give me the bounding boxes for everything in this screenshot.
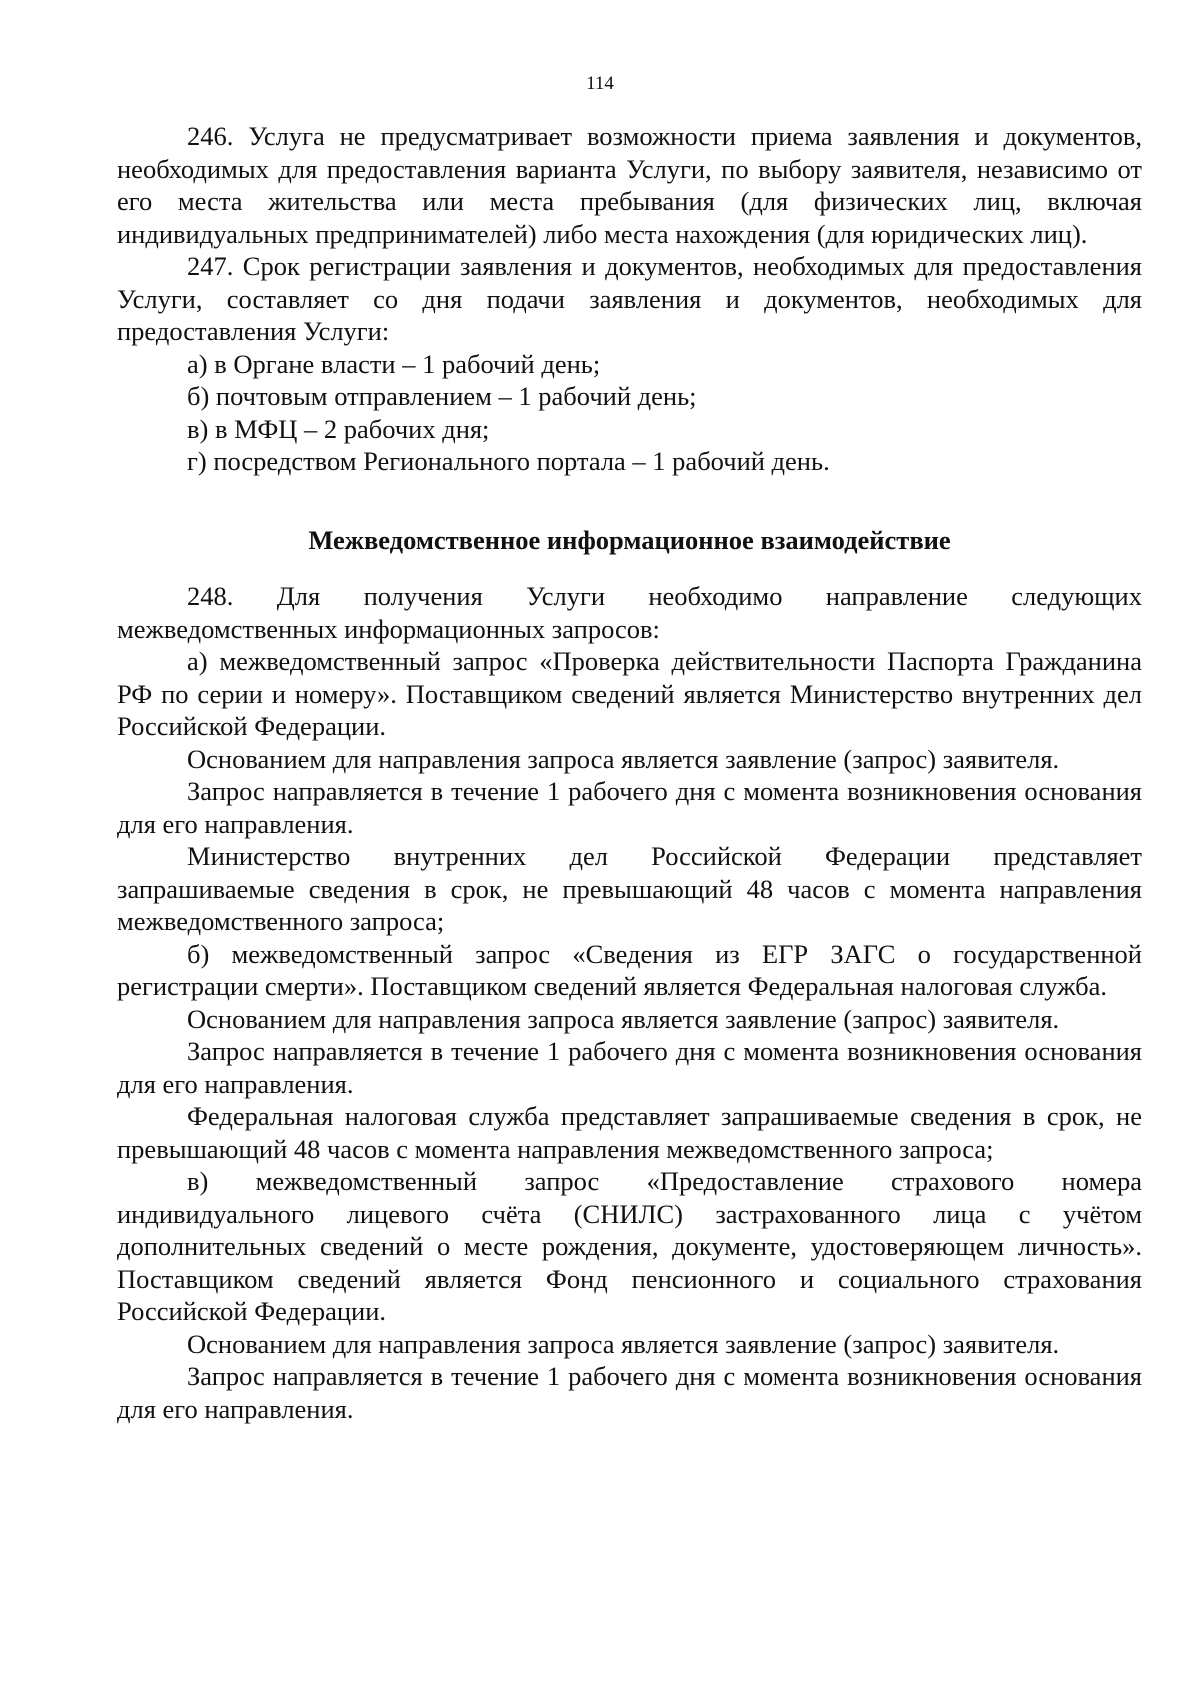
list-item: б) почтовым отправлением – 1 рабочий день; xyxy=(187,381,697,411)
request-a-provider: Министерство внутренних дел Российской Федерации представляет запрашиваемые сведения в срок, не превышающий 48 часов с момента направления межведомственного запроса; xyxy=(117,841,1142,936)
request-v-basis: Основанием для направления запроса является заявление (запрос) заявителя. xyxy=(187,1328,1060,1359)
list-item: а) в Органе власти – 1 рабочий день; xyxy=(187,348,601,379)
request-a-term: Запрос направляется в течение 1 рабочего дня с момента возникновения основания для его направления. xyxy=(117,776,1142,839)
request-v-term: Запрос направляется в течение 1 рабочего дня с момента возникновения основания для его направления. xyxy=(117,1361,1142,1424)
request-b-basis: Основанием для направления запроса является заявление (запрос) заявителя. xyxy=(187,1003,1060,1034)
request-a-basis: Основанием для направления запроса является заявление (запрос) заявителя. xyxy=(187,743,1060,774)
document-body xyxy=(117,120,1142,1425)
list-item: г) посредством Регионального портала – 1 рабочий день. xyxy=(187,446,830,476)
list-item: в) в МФЦ – 2 рабочих дня; xyxy=(187,413,490,444)
request-b: б) межведомственный запрос «Сведения из ЕГР ЗАГС о государственной регистрации смерти». Поставщиком сведений является Федеральная налоговая служба. xyxy=(117,938,1142,1001)
section-heading: Межведомственное информационное взаимодействие xyxy=(308,524,951,555)
page-number: 114 xyxy=(586,73,614,94)
request-b-provider: Федеральная налоговая служба представляет запрашиваемые сведения в срок, не превышающий 48 часов с момента направления межведомственного запроса; xyxy=(117,1101,1142,1164)
paragraph-247: 247. Срок регистрации заявления и документов, необходимых для предоставления Услуги, составляет со дня подачи заявления и документов, необходимых для предоставления Услуги: xyxy=(117,251,1142,346)
request-a: а) межведомственный запрос «Проверка действительности Паспорта Гражданина РФ по серии и номеру». Поставщиком сведений является Министерство внутренних дел Российской Федерации. xyxy=(117,646,1142,741)
paragraph-248: 248. Для получения Услуги необходимо направление следующих межведомственных информационных запросов: xyxy=(117,581,1142,644)
request-v: в) межведомственный запрос «Предоставление страхового номера индивидуального лицевого счёта (СНИЛС) застрахованного лица с учётом дополнительных сведений о месте рождения, документе, удостоверяющем личность». Поставщиком сведений является Фонд пенсионного и социального страхования Российской Федерации. xyxy=(117,1166,1142,1326)
request-b-term: Запрос направляется в течение 1 рабочего дня с момента возникновения основания для его направления. xyxy=(117,1036,1142,1099)
paragraph-246: 246. Услуга не предусматривает возможности приема заявления и документов, необходимых для предоставления варианта Услуги, по выбору заявителя, независимо от его места жительства или места пребывания (для физических лиц, включая индивидуальных предпринимателей) либо места нахождения (для юридических лиц). xyxy=(117,121,1142,249)
